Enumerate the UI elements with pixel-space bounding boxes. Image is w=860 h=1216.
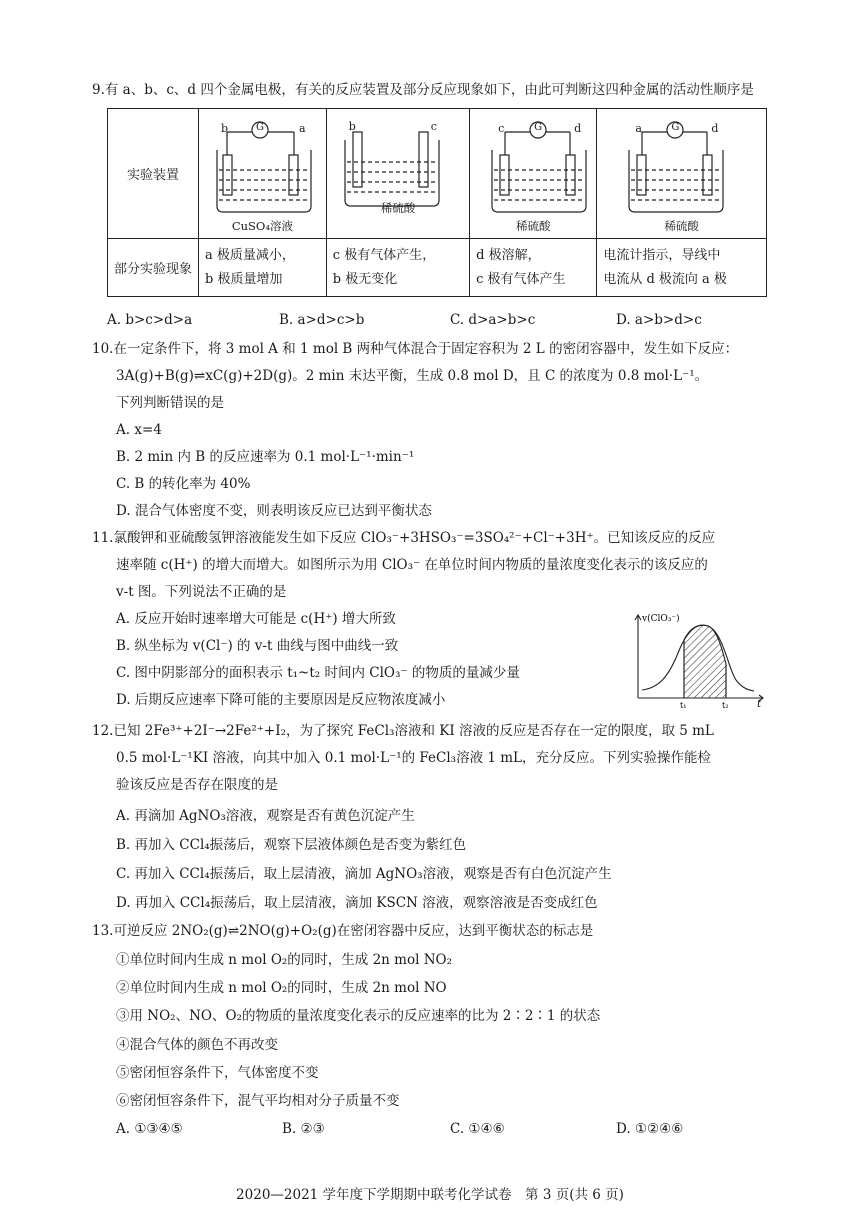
solution-label: CuSO₄溶液	[231, 218, 293, 233]
q11-vt-graph	[628, 608, 768, 708]
electrode-left-label: b	[348, 119, 356, 133]
q11-option-b[interactable]: B. 纵坐标为 v(Cl⁻) 的 v-t 曲线与图中曲线一致	[116, 638, 399, 654]
meter-label: G	[671, 121, 680, 133]
q13-stem: 13.可逆反应 2NO₂(g)⇌2NO(g)+O₂(g)在密闭容器中反应，达到平衡状态的标志是	[92, 923, 594, 939]
q12-option-b[interactable]: B. 再加入 CCl₄振荡后，观察下层液体颜色是否变为紫红色	[116, 837, 467, 853]
electrode-right-label: a	[299, 121, 306, 135]
q12-stem-line2: 0.5 mol·L⁻¹KI 溶液，向其中加入 0.1 mol·L⁻¹的 FeCl₃溶液 1 mL，充分反应。下列实验操作能检	[116, 750, 712, 766]
row-header-apparatus: 实验装置	[108, 109, 199, 239]
q10-stem-line2: 3A(g)+B(g)⇌xC(g)+2D(g)。2 min 末达平衡，生成 0.8 mol D，且 C 的浓度为 0.8 mol·L⁻¹。	[116, 368, 709, 384]
q13-item-6: ⑥密闭恒容条件下，混气平均相对分子质量不变	[116, 1093, 400, 1109]
q12-stem-line3: 验该反应是否存在限度的是	[116, 777, 278, 793]
option-a[interactable]: A. b>c>d>a	[107, 312, 193, 328]
graph-t2: t₂	[722, 701, 729, 708]
solution-label: 稀硫酸	[664, 218, 699, 233]
q10-option-d[interactable]: D. 混合气体密度不变，则表明该反应已达到平衡状态	[116, 503, 432, 519]
observation-1: a 极质量减小， b 极质量增加	[199, 239, 327, 297]
row-header-observation: 部分实验现象	[108, 239, 199, 297]
apparatus-1	[199, 110, 326, 238]
electrode-left-label: a	[635, 121, 642, 135]
q11-option-a[interactable]: A. 反应开始时速率增大可能是 c(H⁺) 增大所致	[116, 611, 396, 627]
meter-label: G	[534, 121, 543, 133]
q13-item-4: ④混合气体的颜色不再改变	[116, 1037, 278, 1053]
q9-stem: 9.有 a、b、c、d 四个金属电极，有关的反应装置及部分反应现象如下，由此可判断这四种金属的活动性顺序是	[92, 82, 754, 98]
electrode-left-label: b	[221, 121, 229, 135]
option-a[interactable]: A. ①③④⑤	[116, 1121, 183, 1137]
electrode-right-label: c	[430, 119, 437, 133]
meter-label: G	[256, 121, 264, 133]
q10-stem-line1: 10.在一定条件下，将 3 mol A 和 1 mol B 两种气体混合于固定容积为 2 L 的密闭容器中，发生如下反应：	[92, 341, 739, 357]
solution-label: 稀硫酸	[515, 218, 551, 233]
q12-option-d[interactable]: D. 再加入 CCl₄振荡后，取上层清液，滴加 KSCN 溶液，观察溶液是否变成红色	[116, 895, 598, 911]
q10-option-c[interactable]: C. B 的转化率为 40%	[116, 476, 251, 492]
electrode-right-label: d	[574, 121, 582, 135]
option-c[interactable]: C. ①④⑥	[450, 1121, 505, 1137]
option-b[interactable]: B. ②③	[282, 1121, 325, 1137]
apparatus-2	[327, 110, 469, 238]
apparatus-3	[470, 110, 596, 238]
q11-stem-line2: 速率随 c(H⁺) 的增大而增大。如图所示为用 ClO₃⁻ 在单位时间内物质的量浓度变化表示的该反应的	[116, 557, 708, 573]
observation-2: c 极有气体产生， b 极无变化	[326, 239, 469, 297]
option-c[interactable]: C. d>a>b>c	[450, 312, 536, 328]
graph-t1: t₁	[680, 701, 687, 708]
electrode-right-label: d	[711, 121, 719, 135]
graph-xlabel: t	[757, 699, 762, 708]
q13-item-5: ⑤密闭恒容条件下，气体密度不变	[116, 1065, 319, 1081]
q12-option-c[interactable]: C. 再加入 CCl₄振荡后，取上层清液，滴加 AgNO₃溶液，观察是否有白色沉淀产生	[116, 866, 612, 882]
q13-item-3: ③用 NO₂、NO、O₂的物质的量浓度变化表示的反应速率的比为 2∶2∶1 的状态	[116, 1008, 601, 1024]
solution-label: 稀硫酸	[380, 200, 416, 215]
q11-option-c[interactable]: C. 图中阴影部分的面积表示 t₁~t₂ 时间内 ClO₃⁻ 的物质的量减少量	[116, 665, 520, 681]
electrode-left-label: c	[498, 121, 505, 135]
option-d[interactable]: D. a>b>d>c	[616, 312, 702, 328]
q10-option-b[interactable]: B. 2 min 内 B 的反应速率为 0.1 mol·L⁻¹·min⁻¹	[116, 449, 415, 465]
observation-4: 电流计指示，导线中 电流从 d 极流向 a 极	[597, 239, 767, 297]
q11-stem-line1: 11.氯酸钾和亚硫酸氢钾溶液能发生如下反应 ClO₃⁻+3HSO₃⁻=3SO₄²⁻+Cl⁻+3H⁺。已知该反应的反应	[92, 530, 716, 546]
q9-table	[107, 108, 767, 297]
q13-item-2: ②单位时间内生成 n mol O₂的同时，生成 2n mol NO	[116, 980, 447, 996]
q13-item-1: ①单位时间内生成 n mol O₂的同时，生成 2n mol NO₂	[116, 952, 452, 968]
beaker-icon	[327, 110, 464, 238]
apparatus-4	[597, 110, 766, 238]
q12-option-a[interactable]: A. 再滴加 AgNO₃溶液，观察是否有黄色沉淀产生	[116, 808, 415, 824]
q11-stem-line3: v-t 图。下列说法不正确的是	[116, 584, 287, 600]
q11-option-d[interactable]: D. 后期反应速率下降可能的主要原因是反应物浓度减小	[116, 692, 446, 708]
page-footer: 2020—2021 学年度下学期期中联考化学试卷 第 3 页(共 6 页)	[236, 1187, 624, 1203]
q12-stem-line1: 12.已知 2Fe³⁺+2I⁻→2Fe²⁺+I₂，为了探究 FeCl₃溶液和 KI 溶液的反应是否存在一定的限度，取 5 mL	[92, 723, 714, 739]
graph-ylabel: v(ClO₃⁻)	[642, 614, 680, 624]
option-b[interactable]: B. a>d>c>b	[279, 312, 365, 328]
q10-stem-line3: 下列判断错误的是	[116, 395, 224, 411]
option-d[interactable]: D. ①②④⑥	[616, 1121, 684, 1137]
q10-option-a[interactable]: A. x=4	[116, 422, 162, 438]
observation-3: d 极溶解， c 极有气体产生	[470, 239, 597, 297]
